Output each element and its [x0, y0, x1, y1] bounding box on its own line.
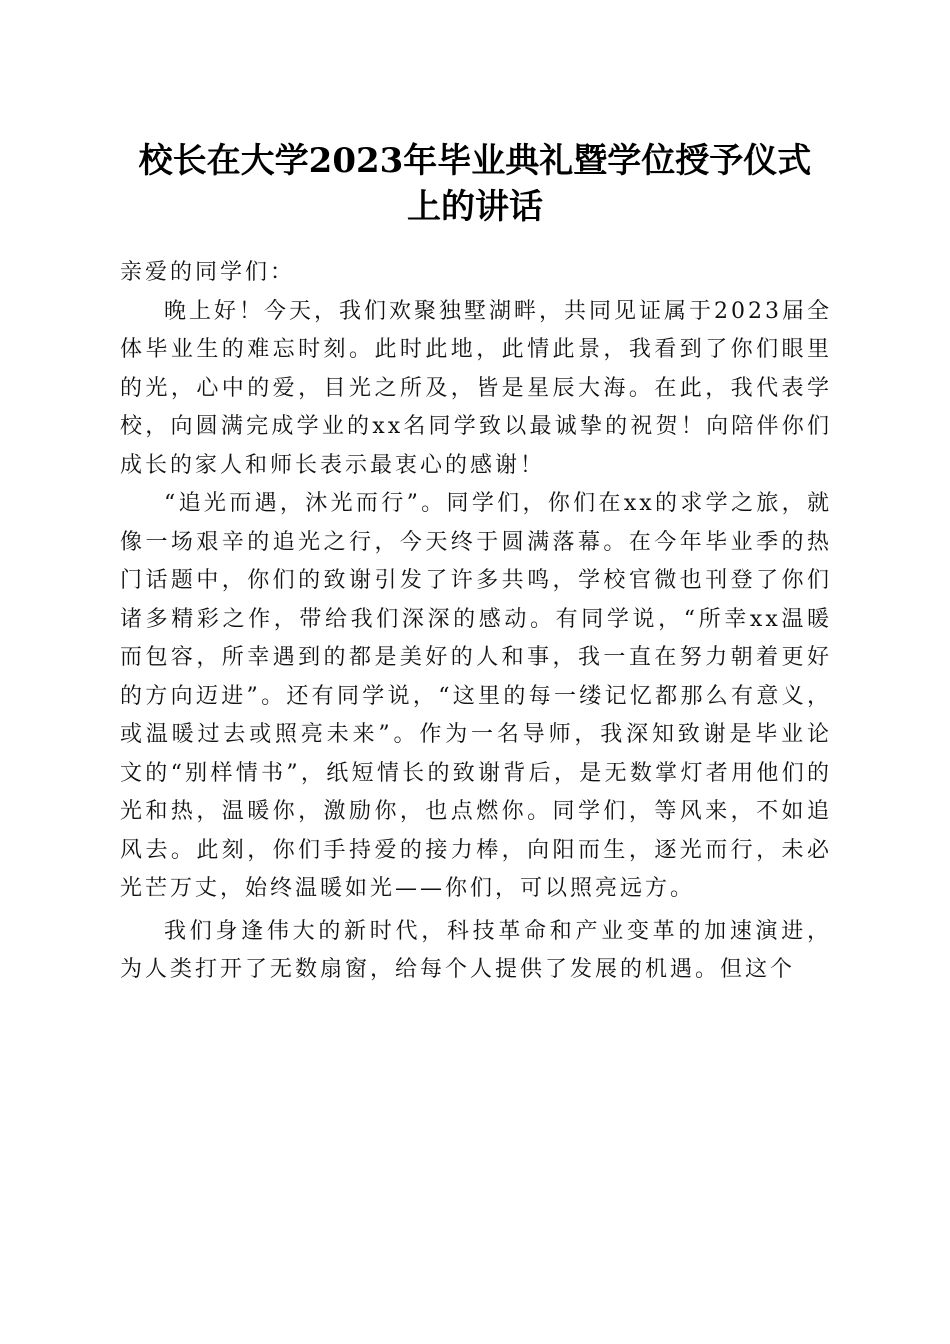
- document-title-line-1: 校长在大学2023年毕业典礼暨学位授予仪式: [138, 141, 812, 181]
- paragraph-2: “追光而遇，沐光而行”。同学们，你们在xx的求学之旅，就像一场艰辛的追光之行，今天终于圆满落幕。在今年毕业季的热门话题中，你们的致谢引发了许多共鸣，学校官微也刊登了你们诸多精彩之作，带给我们深深的感动。有同学说，“所幸xx温暖而包容，所幸遇到的都是美好的人和事，我一直在努力朝着更好的方向迈进”。还有同学说，“这里的每一缕记忆都那么有意义，或温暖过去或照亮未来”。作为一名导师，我深知致谢是毕业论文的“别样情书”，纸短情长的致谢背后，是无数掌灯者用他们的光和热，温暖你，激励你，也点燃你。同学们，等风来，不如追风去。此刻，你们手持爱的接力棒，向阳而生，逐光而行，未必光芒万丈，始终温暖如光——你们，可以照亮远方。: [120, 491, 832, 901]
- paragraph-3: 我们身逢伟大的新时代，科技革命和产业变革的加速演进，为人类打开了无数扇窗，给每个人提供了发展的机遇。但这个: [120, 918, 832, 982]
- paragraph-1: 晚上好！今天，我们欢聚独墅湖畔，共同见证属于2023届全体毕业生的难忘时刻。此时此地，此情此景，我看到了你们眼里的光，心中的爱，目光之所及，皆是星辰大海。在此，我代表学校，向圆满完成学业的xx名同学致以最诚挚的祝贺！向陪伴你们成长的家人和师长表示最衷心的感谢！: [120, 298, 832, 478]
- salutation: 亲爱的同学们：: [120, 260, 296, 285]
- document-title-line-2: 上的讲话: [407, 187, 543, 227]
- document-body: [120, 254, 832, 990]
